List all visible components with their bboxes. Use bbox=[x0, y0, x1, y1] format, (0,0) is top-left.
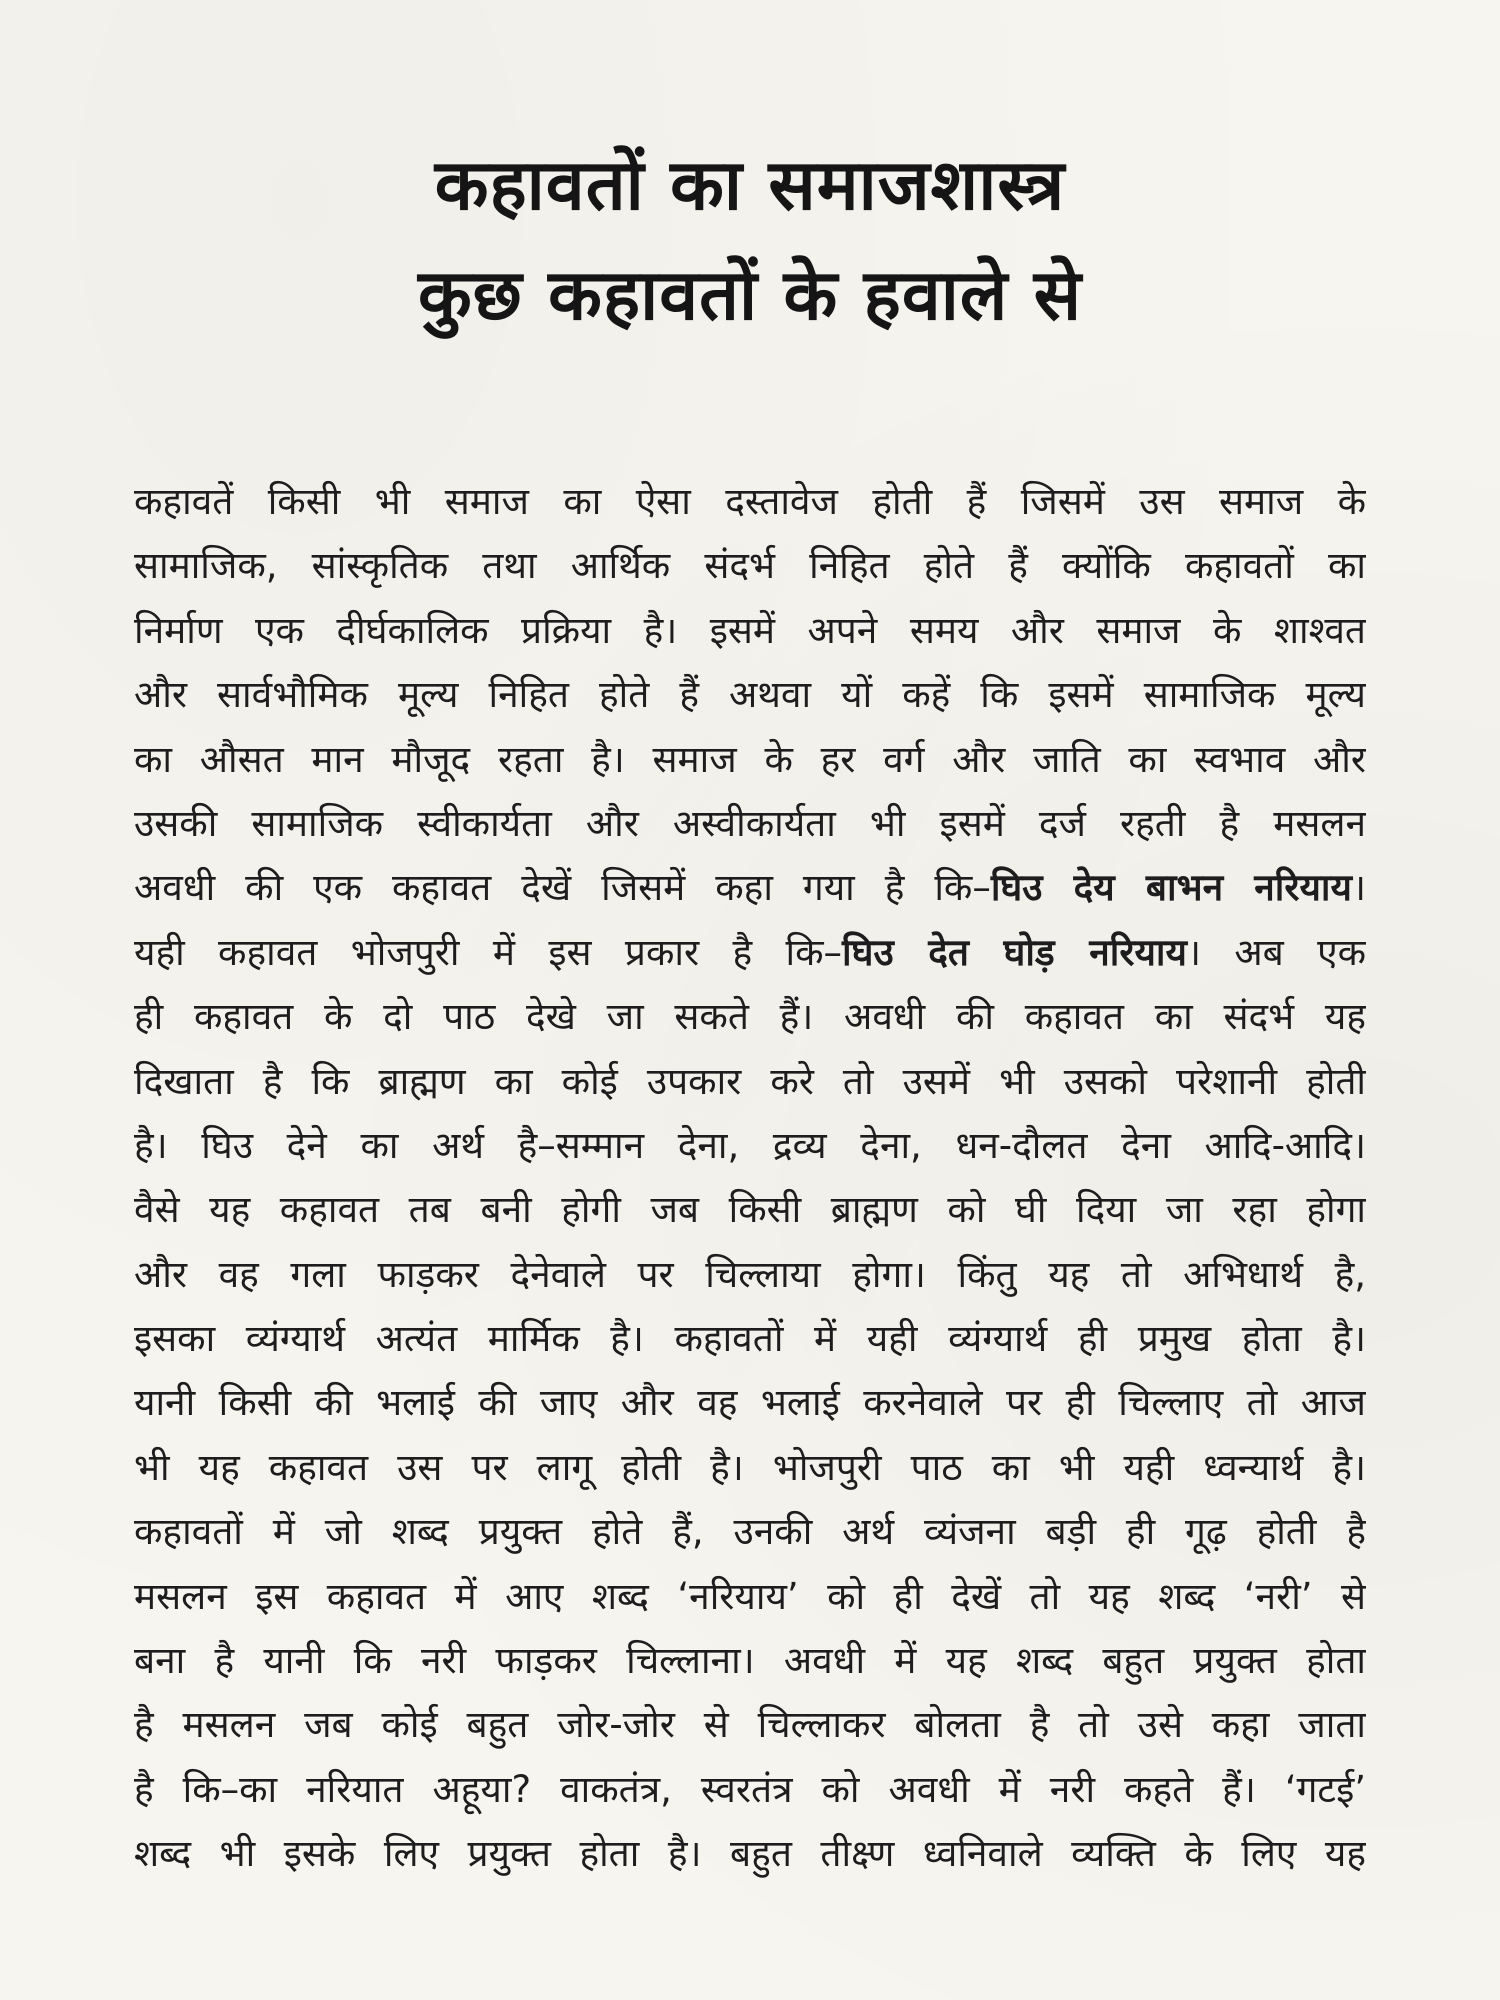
chapter-title-line-1: कहावतों का समाजशास्त्र bbox=[434, 144, 1066, 226]
text-line: सामाजिक, सांस्कृतिक तथा आर्थिक संदर्भ निहित होते हैं क्योंकि कहावतों का bbox=[134, 544, 1366, 588]
text-line bbox=[134, 921, 1366, 985]
text-segment: अवधी की एक कहावत देखें जिसमें कहा गया है कि– bbox=[134, 866, 991, 910]
text-line: वैसे यह कहावत तब बनी होगी जब किसी ब्राह्मण को घी दिया जा रहा होगा bbox=[134, 1188, 1366, 1232]
text-line: मसलन इस कहावत में आए शब्द ‘नरियाय’ को ही देखें तो यह शब्द ‘नरी’ से bbox=[134, 1574, 1366, 1618]
body-paragraph bbox=[134, 470, 1366, 1887]
proverb-awadhi: घिउ देय बाभन नरियाय bbox=[990, 866, 1352, 910]
text-line: उसकी सामाजिक स्वीकार्यता और अस्वीकार्यता भी इसमें दर्ज रहती है मसलन bbox=[134, 801, 1366, 845]
text-line: का औसत मान मौजूद रहता है। समाज के हर वर्ग और जाति का स्वभाव और bbox=[134, 737, 1366, 781]
text-line: शब्द भी इसके लिए प्रयुक्त होता है। बहुत तीक्ष्ण ध्वनिवाले व्यक्ति के लिए यह bbox=[134, 1832, 1366, 1876]
text-line: ही कहावत के दो पाठ देखे जा सकते हैं। अवधी की कहावत का संदर्भ यह bbox=[134, 995, 1366, 1039]
text-line: और वह गला फाड़कर देनेवाले पर चिल्लाया होगा। किंतु यह तो अभिधार्थ है, bbox=[134, 1252, 1366, 1296]
text-line: निर्माण एक दीर्घकालिक प्रक्रिया है। इसमें अपने समय और समाज के शाश्वत bbox=[134, 608, 1366, 652]
text-line: कहावतें किसी भी समाज का ऐसा दस्तावेज होती हैं जिसमें उस समाज के bbox=[134, 480, 1366, 523]
proverb-bhojpuri: घिउ देत घोड़ नरियाय bbox=[842, 930, 1187, 974]
text-segment: । अब एक bbox=[1186, 930, 1366, 974]
text-line bbox=[134, 856, 1366, 920]
text-line: भी यह कहावत उस पर लागू होती है। भोजपुरी पाठ का भी यही ध्वन्यार्थ है। bbox=[134, 1445, 1366, 1489]
text-line: दिखाता है कि ब्राह्मण का कोई उपकार करे तो उसमें भी उसको परेशानी होती bbox=[134, 1059, 1366, 1103]
text-segment: । bbox=[1351, 866, 1366, 910]
text-line: है। घिउ देने का अर्थ है–सम्मान देना, द्रव्य देना, धन-दौलत देना आदि-आदि। bbox=[134, 1123, 1366, 1167]
text-line: बना है यानी कि नरी फाड़कर चिल्लाना। अवधी में यह शब्द बहुत प्रयुक्त होता bbox=[134, 1639, 1366, 1683]
text-line: कहावतों में जो शब्द प्रयुक्त होते हैं, उनकी अर्थ व्यंजना बड़ी ही गूढ़ होती है bbox=[134, 1510, 1366, 1554]
text-line: यानी किसी की भलाई की जाए और वह भलाई करनेवाले पर ही चिल्लाए तो आज bbox=[134, 1381, 1366, 1425]
chapter-title-line-2: कुछ कहावतों के हवाले से bbox=[417, 254, 1083, 336]
text-line: है कि–का नरियात अहूया? वाकतंत्र, स्वरतंत्र को अवधी में नरी कहते हैं। ‘गटई’ bbox=[134, 1767, 1366, 1811]
text-line: इसका व्यंग्यार्थ अत्यंत मार्मिक है। कहावतों में यही व्यंग्यार्थ ही प्रमुख होता है। bbox=[134, 1317, 1366, 1361]
text-segment: यही कहावत भोजपुरी में इस प्रकार है कि– bbox=[134, 930, 843, 974]
text-line: और सार्वभौमिक मूल्य निहित होते हैं अथवा यों कहें कि इसमें सामाजिक मूल्य bbox=[134, 673, 1366, 717]
chapter-title bbox=[0, 130, 1500, 350]
text-line: है मसलन जब कोई बहुत जोर-जोर से चिल्लाकर बोलता है तो उसे कहा जाता bbox=[134, 1703, 1366, 1747]
